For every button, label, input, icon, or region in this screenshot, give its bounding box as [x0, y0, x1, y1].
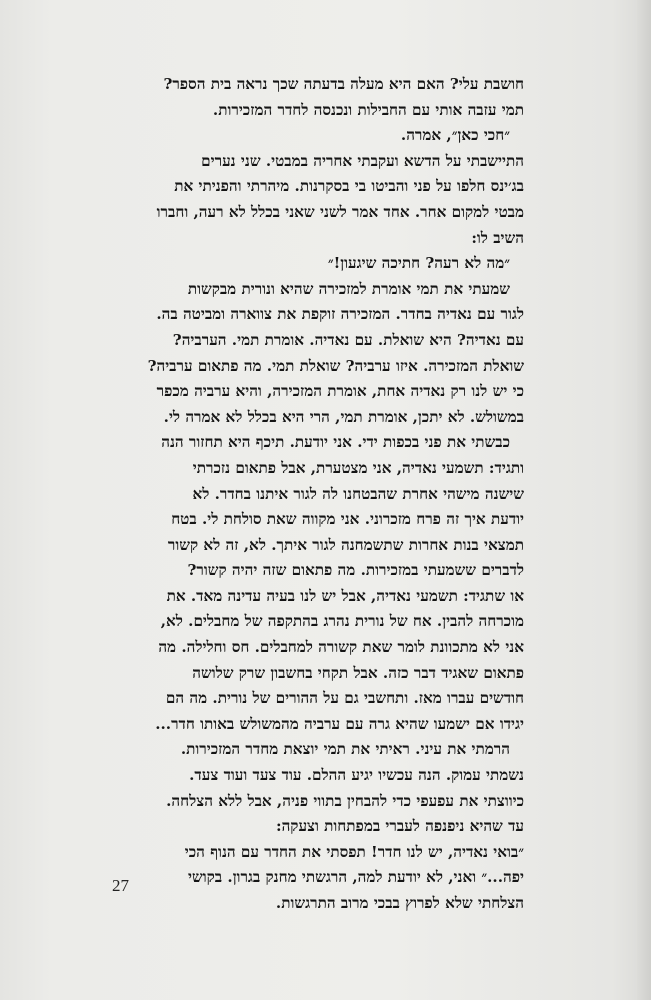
text-line: הצלחתי שלא לפרוץ בבכי מרוב התרגשות.: [275, 894, 524, 912]
text-line: עם נאדיה? היא שואלת. עם נאדיה. אומרת תמי. הערביה?: [172, 330, 524, 349]
text-line: ״בואי נאדיה, יש לנו חדר! תפסתי את החדר עם הנוף הכי: [184, 842, 524, 861]
body-text: [104, 72, 524, 917]
text-line: במשולש. לא יתכן, אומרת תמי, הרי היא בכלל לא אמרה לי.: [163, 407, 524, 426]
text-line: תמי עזבה אותי עם החבילות ונכנסה לחדר המזכירות.: [212, 100, 524, 119]
text-line: יגידו אם ישמעו שהיא גרה עם ערביה מהמשולש באותו חדר...: [155, 714, 524, 733]
text-line: יפה...״ ואני, לא יודעת למה, הרגשתי מחנק בגרון. בקושי: [188, 868, 524, 887]
text-line: אני לא מתכוונת לומר שאת קשורה למחבלים. חס וחלילה. מה: [158, 638, 524, 657]
text-line: או שתגיד: תשמעי נאדיה, אבל יש לנו בעיה עדינה מאד. את: [166, 586, 524, 605]
text-line: ״מה לא רעה? חתיכה שיגעון!״: [327, 254, 510, 273]
text-line: בג׳ינס חלפו על פני והביטו בי בסקרנות. מיהרתי והפניתי את: [174, 177, 524, 196]
text-line: תמצאי בנות אחרות שתשמחנה לגור איתך. לא, זה לא קשור: [167, 535, 524, 554]
text-line: מוכרחה להבין. אח של נורית נהרג בהתקפה של מחבלים. לא,: [160, 612, 524, 631]
text-line: שואלת המזכירה. איזו ערביה? שואלת תמי. מה פתאום ערביה?: [147, 356, 524, 375]
page-spine-shadow: [637, 0, 651, 1000]
text-line: לגור עם נאדיה בחדר. המזכירה זוקפת את צווארה ומביטה בה.: [156, 305, 524, 324]
text-line: כבשתי את פני בכפות ידי. אני יודעת. תיכף היא תחזור הנה: [161, 433, 510, 452]
text-line: יודעת איך זה פרח מזכרוני. אני מקווה שאת סולחת לי. בטח: [171, 510, 524, 529]
text-line: לדברים ששמעתי במזכירות. מה פתאום שזה יהיה קשור?: [187, 561, 524, 580]
text-line: עד שהיא ניפנפה לעברי במפתחות וצעקה:: [275, 817, 524, 836]
text-line: התיישבתי על הדשא ועקבתי אחריה במבטי. שני נערים: [201, 151, 524, 170]
text-line: השיב לו:: [471, 228, 524, 247]
text-line: נשמתי עמוק. הנה עכשיו יגיע ההלם. עוד צעד ועוד צעד.: [189, 766, 524, 785]
page-number: 27: [112, 876, 129, 895]
text-line: כי יש לנו רק נאדיה אחת, אומרת המזכירה, והיא ערביה מכפר: [156, 382, 524, 401]
text-line: מבטי למקום אחר. אחד אמר לשני שאני בכלל לא רעה, וחברו: [156, 202, 524, 221]
text-line: ״חכי כאן״, אמרה.: [400, 126, 510, 145]
text-line: פתאום שאגיד דבר כזה. אבל תקחי בחשבון שרק שלושה: [192, 663, 524, 682]
text-line: חודשים עברו מאז. ותחשבי גם על ההורים של נורית. מה הם: [165, 689, 524, 708]
text-line: חושבת עלי? האם היא מעלה בדעתה שכך נראה בית הספר?: [163, 75, 524, 93]
text-line: שמעתי את תמי אומרת למזכירה שהיא ונורית מבקשות: [187, 279, 510, 298]
text-line: שישנה מישהי אחרת שהבטחנו לה לגור איתנו בחדר. לא: [192, 484, 524, 503]
text-line: הרמתי את עיני. ראיתי את תמי יוצאת מחדר המזכירות.: [180, 740, 510, 759]
text-line: ותגיד: תשמעי נאדיה, אני מצטערת, אבל פתאום נזכרתי: [192, 458, 524, 477]
text-line: כיווצתי את עפעפי כדי להבחין בתווי פניה, אבל ללא הצלחה.: [166, 791, 524, 810]
